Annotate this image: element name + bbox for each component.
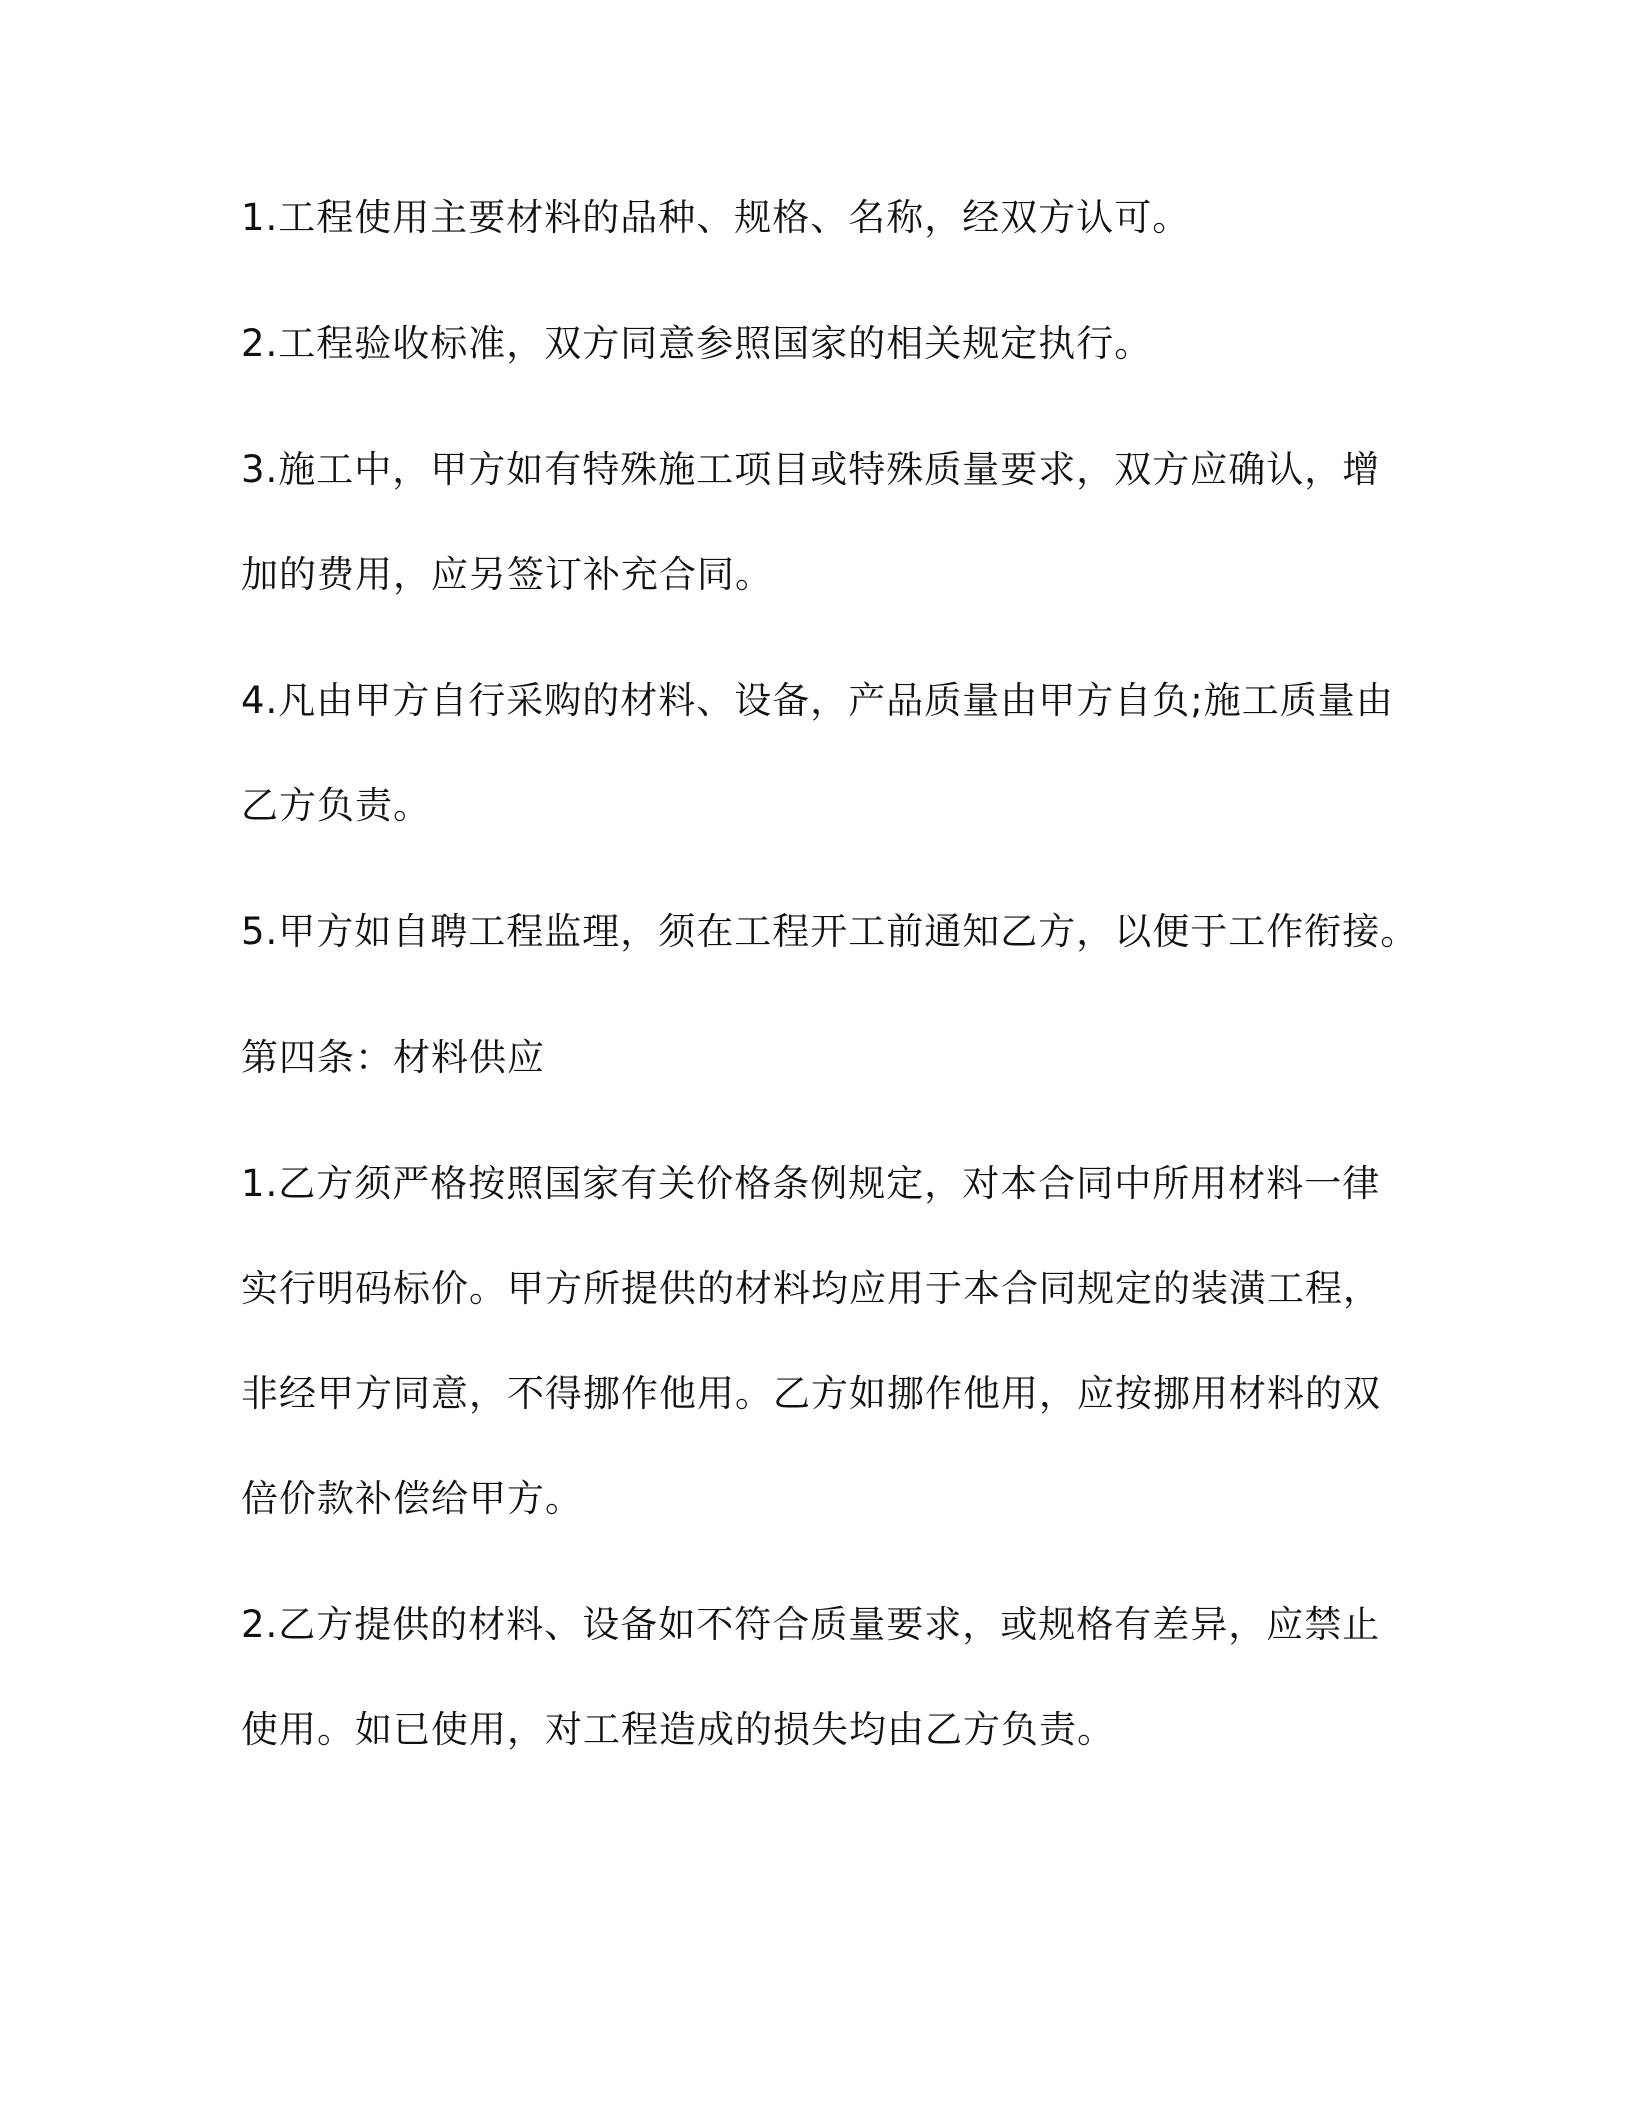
clause3-item-1-line-1: 1.工程使用主要材料的品种、规格、名称，经双方认可。 [241, 196, 1191, 239]
clause3-item-3-line-1: 3.施工中，甲方如有特殊施工项目或特殊质量要求，双方应确认，增 [241, 448, 1381, 491]
clause4-item-1-line-3: 非经甲方同意，不得挪作他用。乙方如挪作他用，应按挪用材料的双 [241, 1372, 1381, 1415]
clause3-item-3-line-2: 加的费用，应另签订补充合同。 [241, 553, 773, 596]
clause3-item-5-line-1: 5.甲方如自聘工程监理，须在工程开工前通知乙方，以便于工作衔接。 [241, 910, 1419, 953]
clause4-item-2-line-2: 使用。如已使用，对工程造成的损失均由乙方负责。 [241, 1708, 1115, 1751]
clause4-item-2-line-1: 2.乙方提供的材料、设备如不符合质量要求，或规格有差异，应禁止 [241, 1603, 1381, 1646]
clause3-item-4-line-1: 4.凡由甲方自行采购的材料、设备，产品质量由甲方自负;施工质量由 [241, 679, 1394, 722]
clause4-item-1-line-4: 倍价款补偿给甲方。 [241, 1477, 583, 1520]
clause4-item-1-line-1: 1.乙方须严格按照国家有关价格条例规定，对本合同中所用材料一律 [241, 1162, 1381, 1205]
clause3-item-2-line-1: 2.工程验收标准，双方同意参照国家的相关规定执行。 [241, 322, 1153, 365]
clause4-item-1-line-2: 实行明码标价。甲方所提供的材料均应用于本合同规定的装潢工程， [241, 1267, 1381, 1310]
clause3-item-4-line-2: 乙方负责。 [241, 784, 431, 827]
section-heading: 第四条：材料供应 [241, 1036, 545, 1079]
